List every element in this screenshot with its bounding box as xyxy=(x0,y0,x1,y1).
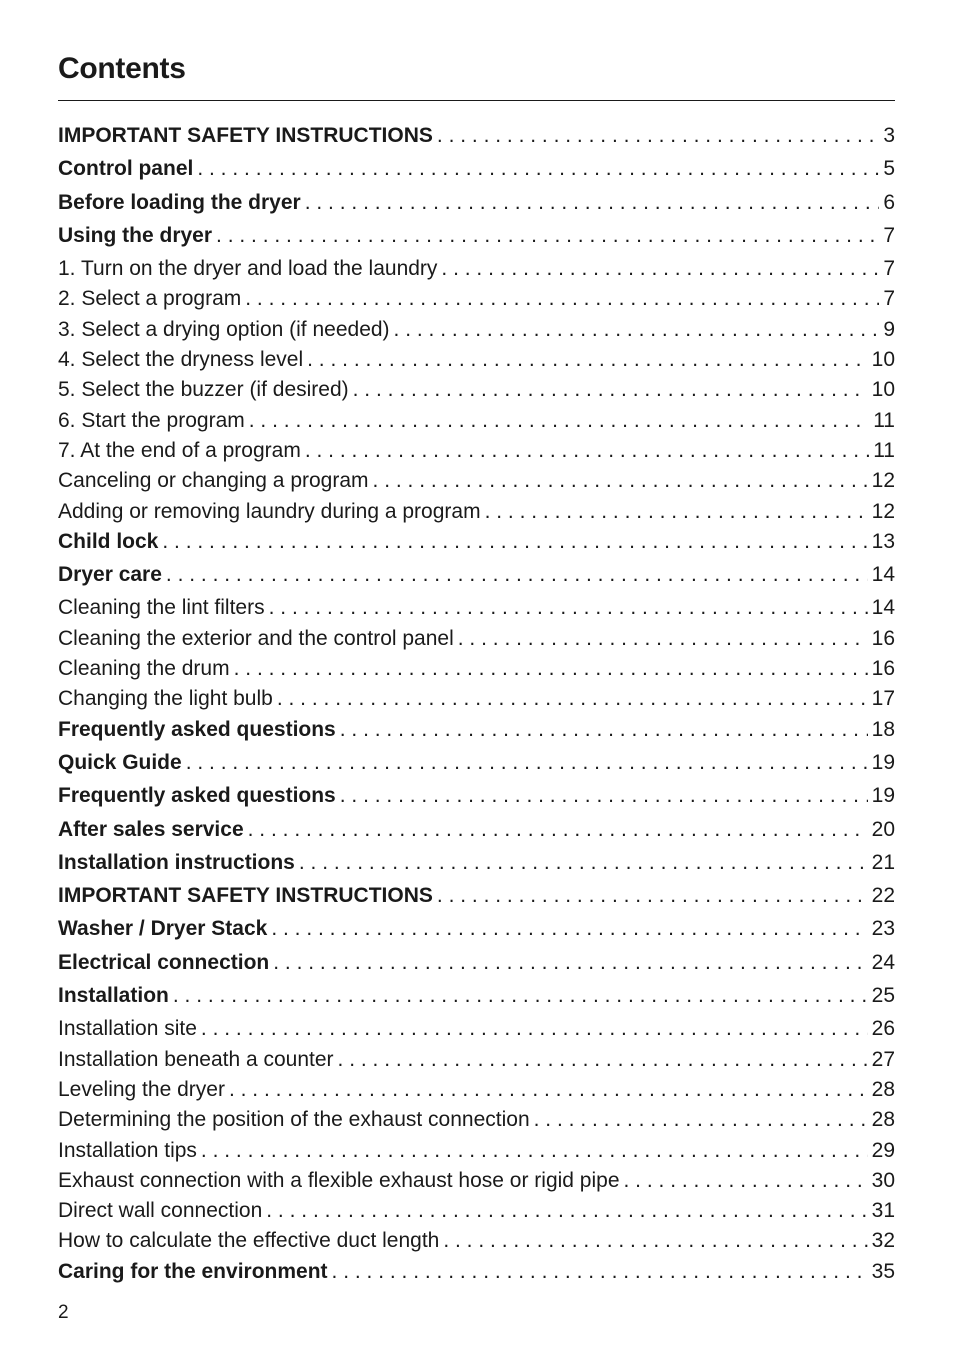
toc-entry-page-number: 17 xyxy=(871,687,895,711)
toc-entry-title: Caring for the environment xyxy=(58,1259,328,1283)
table-of-contents xyxy=(58,124,895,1293)
toc-section-entry xyxy=(58,563,895,596)
toc-entry-title: Control panel xyxy=(58,157,194,181)
dot-leader xyxy=(241,287,879,311)
dot-leader xyxy=(433,884,868,908)
toc-entry-page-number: 32 xyxy=(871,1229,895,1253)
toc-entry-page-number: 14 xyxy=(871,596,895,620)
toc-entry-page-number: 5 xyxy=(883,157,895,181)
toc-entry-page-number: 11 xyxy=(873,408,895,432)
toc-subsection-entry xyxy=(58,657,895,687)
toc-entry-title: 7. At the end of a program xyxy=(58,438,301,462)
toc-entry-title: Installation instructions xyxy=(58,850,295,874)
toc-entry-page-number: 10 xyxy=(871,348,895,372)
dot-leader xyxy=(439,1229,867,1253)
toc-section-entry xyxy=(58,784,895,817)
toc-entry-page-number: 7 xyxy=(883,223,895,247)
dot-leader xyxy=(169,984,868,1008)
toc-entry-title: IMPORTANT SAFETY INSTRUCTIONS xyxy=(58,124,433,147)
toc-section-entry xyxy=(58,157,895,190)
dot-leader xyxy=(454,627,868,651)
toc-entry-title: Installation tips xyxy=(58,1138,197,1162)
toc-subsection-entry xyxy=(58,1017,895,1047)
dot-leader xyxy=(267,917,867,941)
dot-leader xyxy=(212,224,879,248)
toc-entry-title: Washer / Dryer Stack xyxy=(58,917,268,941)
toc-section-entry xyxy=(58,530,895,563)
toc-entry-page-number: 31 xyxy=(871,1199,895,1223)
dot-leader xyxy=(182,751,868,775)
toc-subsection-entry xyxy=(58,500,895,530)
toc-entry-title: After sales service xyxy=(58,817,244,841)
toc-entry-page-number: 12 xyxy=(871,469,895,493)
toc-entry-page-number: 10 xyxy=(871,378,895,402)
toc-entry-page-number: 19 xyxy=(871,784,895,808)
toc-entry-title: IMPORTANT SAFETY INSTRUCTIONS xyxy=(58,884,433,908)
dot-leader xyxy=(193,157,879,181)
toc-entry-title: 4. Select the dryness level xyxy=(58,348,304,372)
toc-entry-title: 6. Start the program xyxy=(58,408,245,432)
toc-subsection-entry xyxy=(58,1078,895,1108)
toc-subsection-entry xyxy=(58,439,895,469)
toc-entry-title: Cleaning the lint filters xyxy=(58,596,265,620)
toc-subsection-entry xyxy=(58,1169,895,1199)
toc-entry-page-number: 7 xyxy=(883,257,895,281)
toc-entry-page-number: 20 xyxy=(871,817,895,841)
toc-subsection-entry xyxy=(58,287,895,317)
toc-entry-title: Changing the light bulb xyxy=(58,687,273,711)
toc-entry-title: Cleaning the drum xyxy=(58,657,230,681)
toc-entry-page-number: 24 xyxy=(871,950,895,974)
toc-entry-page-number: 23 xyxy=(871,917,895,941)
dot-leader xyxy=(301,439,869,463)
dot-leader xyxy=(481,500,868,524)
toc-entry-page-number: 18 xyxy=(871,717,895,741)
toc-entry-page-number: 27 xyxy=(871,1047,895,1071)
dot-leader xyxy=(262,1199,867,1223)
toc-entry-page-number: 28 xyxy=(871,1077,895,1101)
toc-subsection-entry xyxy=(58,687,895,717)
page-title: Contents xyxy=(58,52,186,85)
toc-entry-page-number: 29 xyxy=(871,1138,895,1162)
toc-entry-page-number: 12 xyxy=(871,499,895,523)
dot-leader xyxy=(349,378,868,402)
toc-entry-title: 1. Turn on the dryer and load the laundry xyxy=(58,257,438,281)
toc-section-entry xyxy=(58,851,895,884)
toc-subsection-entry xyxy=(58,1108,895,1138)
toc-section-entry xyxy=(58,124,895,157)
dot-leader xyxy=(303,348,868,372)
toc-section-entry xyxy=(58,751,895,784)
toc-section-entry xyxy=(58,818,895,851)
toc-entry-title: Adding or removing laundry during a program xyxy=(58,499,481,523)
toc-entry-page-number: 9 xyxy=(883,317,895,341)
toc-entry-title: Determining the position of the exhaust connection xyxy=(58,1108,530,1132)
dot-leader xyxy=(301,191,880,215)
toc-entry-page-number: 6 xyxy=(883,190,895,214)
toc-subsection-entry xyxy=(58,348,895,378)
toc-entry-page-number: 22 xyxy=(871,884,895,908)
toc-subsection-entry xyxy=(58,596,895,626)
dot-leader xyxy=(269,951,867,975)
toc-entry-page-number: 30 xyxy=(871,1168,895,1192)
toc-section-entry xyxy=(58,884,895,917)
toc-entry-title: Using the dryer xyxy=(58,223,213,247)
toc-subsection-entry xyxy=(58,1199,895,1229)
dot-leader xyxy=(530,1108,868,1132)
toc-entry-page-number: 25 xyxy=(871,984,895,1008)
toc-entry-page-number: 11 xyxy=(873,438,895,462)
toc-entry-title: 5. Select the buzzer (if desired) xyxy=(58,378,349,402)
dot-leader xyxy=(295,851,868,875)
toc-subsection-entry xyxy=(58,257,895,287)
dot-leader xyxy=(336,718,868,742)
toc-entry-title: Electrical connection xyxy=(58,950,270,974)
dot-leader xyxy=(158,530,867,554)
toc-entry-page-number: 13 xyxy=(871,529,895,553)
toc-section-entry xyxy=(58,917,895,950)
dot-leader xyxy=(197,1017,868,1041)
toc-subsection-entry xyxy=(58,1229,895,1259)
toc-entry-title: 2. Select a program xyxy=(58,287,242,311)
toc-entry-title: Exhaust connection with a flexible exhaust hose or rigid pipe xyxy=(58,1168,620,1192)
toc-subsection-entry xyxy=(58,378,895,408)
toc-entry-page-number: 19 xyxy=(871,750,895,774)
dot-leader xyxy=(197,1139,868,1163)
dot-leader xyxy=(265,596,868,620)
toc-section-entry xyxy=(58,224,895,257)
title-divider xyxy=(58,100,895,101)
toc-entry-page-number: 35 xyxy=(871,1259,895,1283)
page-number: 2 xyxy=(58,1302,69,1323)
dot-leader xyxy=(620,1169,868,1193)
toc-section-entry xyxy=(58,718,895,751)
toc-entry-page-number: 28 xyxy=(871,1108,895,1132)
toc-entry-page-number: 7 xyxy=(883,287,895,311)
toc-subsection-entry xyxy=(58,409,895,439)
toc-entry-title: Before loading the dryer xyxy=(58,190,301,214)
toc-subsection-entry xyxy=(58,469,895,499)
toc-entry-title: Cleaning the exterior and the control panel xyxy=(58,626,454,650)
toc-entry-title: Dryer care xyxy=(58,563,162,587)
toc-entry-title: Installation site xyxy=(58,1017,197,1041)
toc-entry-title: Canceling or changing a program xyxy=(58,469,369,493)
toc-entry-page-number: 3 xyxy=(883,124,895,147)
toc-entry-title: 3. Select a drying option (if needed) xyxy=(58,317,390,341)
toc-section-entry xyxy=(58,984,895,1017)
dot-leader xyxy=(437,257,879,281)
toc-entry-title: Child lock xyxy=(58,529,159,553)
toc-entry-title: Frequently asked questions xyxy=(58,717,336,741)
dot-leader xyxy=(244,818,868,842)
toc-entry-title: Installation beneath a counter xyxy=(58,1047,334,1071)
toc-entry-page-number: 16 xyxy=(871,657,895,681)
dot-leader xyxy=(162,563,868,587)
toc-subsection-entry xyxy=(58,1048,895,1078)
dot-leader xyxy=(245,409,869,433)
toc-entry-page-number: 16 xyxy=(871,626,895,650)
toc-entry-page-number: 21 xyxy=(871,850,895,874)
dot-leader xyxy=(328,1260,868,1284)
toc-subsection-entry xyxy=(58,318,895,348)
toc-entry-title: Frequently asked questions xyxy=(58,784,336,808)
toc-subsection-entry xyxy=(58,627,895,657)
dot-leader xyxy=(433,124,879,148)
toc-entry-title: How to calculate the effective duct length xyxy=(58,1229,440,1253)
dot-leader xyxy=(334,1048,868,1072)
toc-section-entry xyxy=(58,1260,895,1293)
toc-section-entry xyxy=(58,951,895,984)
toc-entry-title: Quick Guide xyxy=(58,750,182,774)
dot-leader xyxy=(369,469,868,493)
toc-section-entry xyxy=(58,191,895,224)
dot-leader xyxy=(390,318,880,342)
toc-entry-page-number: 14 xyxy=(871,563,895,587)
dot-leader xyxy=(230,657,868,681)
dot-leader xyxy=(225,1078,868,1102)
toc-entry-page-number: 26 xyxy=(871,1017,895,1041)
toc-entry-title: Installation xyxy=(58,984,169,1008)
toc-subsection-entry xyxy=(58,1139,895,1169)
dot-leader xyxy=(336,784,868,808)
toc-entry-title: Direct wall connection xyxy=(58,1199,263,1223)
toc-entry-title: Leveling the dryer xyxy=(58,1077,225,1101)
dot-leader xyxy=(273,687,868,711)
